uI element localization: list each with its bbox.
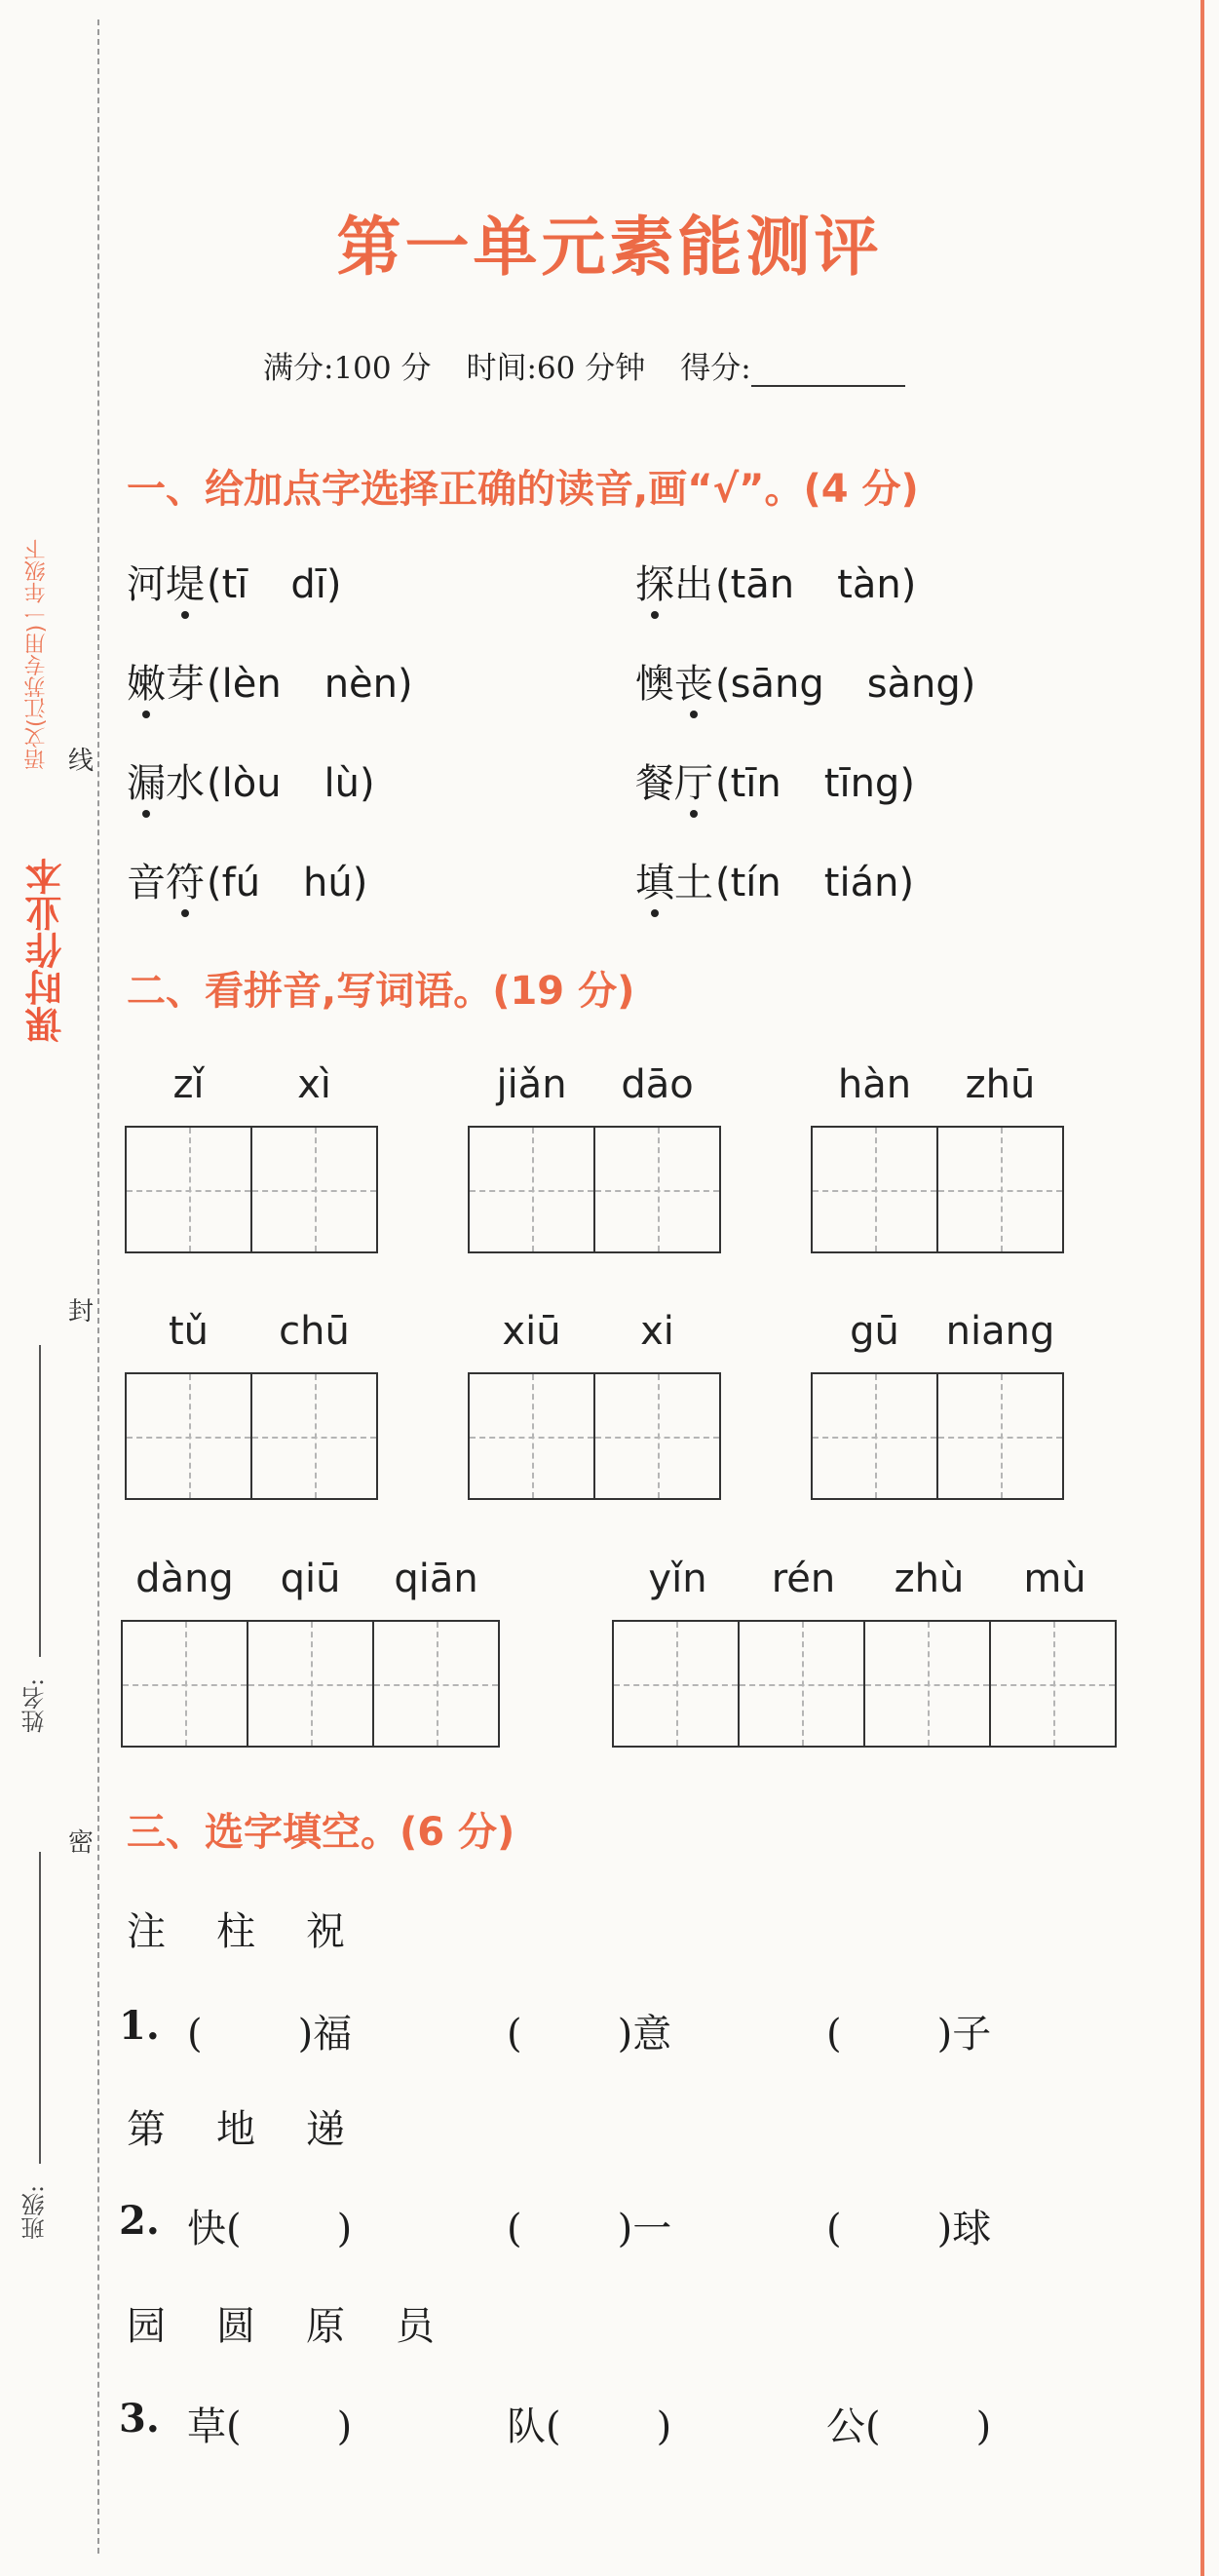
- writing-grid[interactable]: [121, 1620, 500, 1748]
- pinyin-label: zhù: [894, 1557, 965, 1601]
- fill-post: ): [975, 2404, 992, 2449]
- binding-mark-secret: 密: [68, 1828, 95, 1858]
- pinyin-label: dàng: [135, 1557, 234, 1601]
- writing-cell[interactable]: [250, 1372, 378, 1500]
- fill-item[interactable]: [187, 2003, 352, 2058]
- fill-number: [119, 2198, 160, 2244]
- q1-item: [127, 653, 413, 709]
- dotted-char-text: 探: [635, 562, 674, 607]
- char-choices: [127, 1901, 396, 1956]
- char-choice: 祝: [306, 1909, 345, 1954]
- fill-pre: 快(: [187, 2207, 242, 2251]
- q1-char: 水: [166, 761, 205, 806]
- writing-grid[interactable]: [612, 1620, 1117, 1748]
- book-brand: 课时作业本: [25, 858, 68, 1043]
- fill-item[interactable]: [826, 2396, 991, 2451]
- pinyin-options: (lòu lù): [207, 761, 375, 806]
- q1-char: 河: [127, 562, 166, 607]
- writing-cell[interactable]: [250, 1126, 378, 1253]
- pinyin-option-2[interactable]: nèn: [324, 662, 398, 707]
- writing-grid[interactable]: [468, 1126, 721, 1253]
- binding-mark-line: 线: [68, 747, 95, 776]
- fill-post: )球: [936, 2207, 992, 2251]
- dotted-char-text: 堤: [166, 562, 205, 607]
- pinyin-option-1[interactable]: tín: [730, 861, 781, 905]
- writing-cell[interactable]: [936, 1372, 1064, 1500]
- full-score: 满分:100 分: [263, 351, 432, 386]
- fill-post: )意: [617, 2012, 672, 2057]
- fill-pre: 队(: [507, 2404, 561, 2449]
- emphasis-dot: [690, 810, 698, 818]
- pinyin-option-1[interactable]: tīn: [730, 761, 781, 806]
- pinyin-option-1[interactable]: lòu: [221, 761, 282, 806]
- fill-pre: (: [826, 2012, 842, 2057]
- dotted-char: [635, 852, 674, 907]
- writing-cell[interactable]: [125, 1126, 252, 1253]
- fill-post: ): [336, 2207, 353, 2251]
- pinyin-options: (sāng sàng): [715, 662, 976, 707]
- fill-item[interactable]: [826, 2003, 991, 2058]
- q1-char: 音: [127, 861, 166, 905]
- writing-cell[interactable]: [468, 1126, 595, 1253]
- writing-cell[interactable]: [593, 1126, 721, 1253]
- dotted-char: [674, 653, 713, 709]
- q1-item: [635, 852, 914, 907]
- pinyin-option-1[interactable]: lèn: [221, 662, 282, 707]
- fill-pre: (: [507, 2207, 522, 2251]
- dotted-char: [674, 752, 713, 808]
- pinyin-options: (tān tàn): [715, 562, 917, 607]
- char-choice: 员: [396, 2304, 435, 2349]
- q1-char: 懊: [635, 662, 674, 707]
- question-number: 1.: [119, 2003, 160, 2049]
- fill-pre: (: [826, 2207, 842, 2251]
- writing-cell[interactable]: [125, 1372, 252, 1500]
- book-subtitle: 语文(江苏专用)一年级下: [24, 538, 49, 770]
- time-limit: 时间:60 分钟: [466, 351, 646, 386]
- pinyin-label: mù: [1023, 1557, 1086, 1601]
- char-choices: [127, 2295, 485, 2351]
- score-info: [263, 343, 905, 387]
- writing-cell[interactable]: [247, 1620, 374, 1748]
- question-number: 3.: [119, 2396, 160, 2441]
- q1-item: [635, 653, 975, 709]
- q1-char: 芽: [166, 662, 205, 707]
- pinyin-options: (tīn tīng): [715, 761, 915, 806]
- pinyin-options: (fú hú): [207, 861, 368, 905]
- emphasis-dot: [142, 711, 150, 718]
- page-title: 第一单元素能测评: [336, 209, 883, 285]
- score-blank: [751, 358, 905, 387]
- question-number: 2.: [119, 2198, 160, 2244]
- dotted-char-text: 填: [635, 861, 674, 905]
- pinyin-options: (tín tián): [715, 861, 915, 905]
- fill-item[interactable]: [187, 2396, 352, 2451]
- writing-grid[interactable]: [811, 1372, 1064, 1500]
- q1-item: [127, 752, 375, 808]
- writing-cell[interactable]: [738, 1620, 865, 1748]
- pinyin-label: chū: [279, 1309, 350, 1354]
- dotted-char-text: 嫩: [127, 662, 166, 707]
- fill-item[interactable]: [507, 2003, 671, 2058]
- fill-item[interactable]: [507, 2396, 671, 2451]
- class-label: 班级:: [21, 2184, 49, 2241]
- class-line: [39, 1852, 41, 2164]
- pinyin-label: xiū: [502, 1309, 561, 1354]
- pinyin-options: (tī dī): [207, 562, 342, 607]
- pinyin-label: zǐ: [172, 1062, 205, 1107]
- q1-char: 餐: [635, 761, 674, 806]
- char-choice: 柱: [216, 1909, 255, 1954]
- pinyin-options: (lèn nèn): [207, 662, 413, 707]
- char-choice: 圆: [216, 2304, 255, 2349]
- emphasis-dot: [651, 611, 659, 619]
- char-choice: 原: [306, 2304, 345, 2349]
- fill-post: )福: [297, 2012, 353, 2057]
- fill-post: ): [336, 2404, 353, 2449]
- emphasis-dot: [181, 909, 189, 917]
- dotted-char: [127, 653, 166, 709]
- writing-cell[interactable]: [612, 1620, 740, 1748]
- pinyin-label: zhū: [965, 1062, 1036, 1107]
- binding-dashed-line: [97, 19, 99, 2554]
- emphasis-dot: [142, 810, 150, 818]
- char-choice: 园: [127, 2304, 166, 2349]
- char-choice: 递: [306, 2107, 345, 2152]
- emphasis-dot: [181, 611, 189, 619]
- pinyin-option-2[interactable]: lù: [324, 761, 361, 806]
- pinyin-label: qiān: [394, 1557, 478, 1601]
- pinyin-option-1[interactable]: fú: [221, 861, 261, 905]
- fill-post: ): [656, 2404, 672, 2449]
- pinyin-option-1[interactable]: sāng: [730, 662, 824, 707]
- pinyin-label: rén: [771, 1557, 836, 1601]
- pinyin-option-2[interactable]: sàng: [866, 662, 961, 707]
- pinyin-option-2[interactable]: tīng: [823, 761, 900, 806]
- char-choice: 注: [127, 1909, 166, 1954]
- writing-grid[interactable]: [125, 1372, 378, 1500]
- right-border-rule: [1200, 0, 1204, 2576]
- dotted-char-text: 符: [166, 861, 205, 905]
- q1-item: [635, 554, 916, 609]
- pinyin-label: dāo: [621, 1062, 694, 1107]
- pinyin-label: gū: [850, 1309, 899, 1354]
- writing-cell[interactable]: [811, 1126, 938, 1253]
- writing-cell[interactable]: [593, 1372, 721, 1500]
- writing-cell[interactable]: [121, 1620, 248, 1748]
- fill-item[interactable]: [507, 2198, 671, 2253]
- name-line: [39, 1345, 41, 1657]
- dotted-char-text: 漏: [127, 761, 166, 806]
- pinyin-option-2[interactable]: hú: [303, 861, 353, 905]
- fill-item[interactable]: [826, 2198, 991, 2253]
- section2-heading: 二、看拼音,写词语。(19 分): [127, 969, 635, 1014]
- q1-char: 土: [674, 861, 713, 905]
- dotted-char: [166, 852, 205, 907]
- writing-cell[interactable]: [863, 1620, 991, 1748]
- pinyin-label: xi: [640, 1309, 674, 1354]
- pinyin-option-2[interactable]: tàn: [837, 562, 901, 607]
- fill-pre: (: [187, 2012, 203, 2057]
- fill-number: [119, 2003, 160, 2049]
- q1-item: [635, 752, 915, 808]
- writing-grid[interactable]: [811, 1126, 1064, 1253]
- pinyin-label: jiǎn: [496, 1062, 567, 1107]
- section1-heading: 一、给加点字选择正确的读音,画“√”。(4 分): [127, 467, 919, 512]
- writing-cell[interactable]: [468, 1372, 595, 1500]
- pinyin-label: tǔ: [168, 1309, 210, 1354]
- char-choices: [127, 2098, 396, 2154]
- emphasis-dot: [651, 909, 659, 917]
- writing-cell[interactable]: [989, 1620, 1117, 1748]
- pinyin-option-1[interactable]: tān: [730, 562, 795, 607]
- writing-cell[interactable]: [372, 1620, 500, 1748]
- dotted-char-text: 厅: [674, 761, 713, 806]
- fill-post: )一: [617, 2207, 672, 2251]
- dotted-char: [166, 554, 205, 609]
- pinyin-label: yǐn: [648, 1557, 707, 1601]
- writing-grid[interactable]: [125, 1126, 378, 1253]
- q1-char: 出: [674, 562, 713, 607]
- pinyin-option-2[interactable]: dī: [290, 562, 326, 607]
- pinyin-label: xì: [297, 1062, 331, 1107]
- dotted-char: [635, 554, 674, 609]
- pinyin-option-1[interactable]: tī: [221, 562, 248, 607]
- fill-post: )子: [936, 2012, 992, 2057]
- score-label: 得分:: [680, 351, 751, 386]
- fill-pre: 草(: [187, 2404, 242, 2449]
- dotted-char-text: 丧: [674, 662, 713, 707]
- fill-number: [119, 2396, 160, 2441]
- pinyin-label: qiū: [280, 1557, 341, 1601]
- writing-cell[interactable]: [936, 1126, 1064, 1253]
- fill-pre: 公(: [826, 2404, 881, 2449]
- name-label: 姓名:: [21, 1677, 49, 1734]
- q1-item: [127, 554, 342, 609]
- binding-mark-seal: 封: [68, 1297, 95, 1326]
- char-choice: 地: [216, 2107, 255, 2152]
- writing-cell[interactable]: [811, 1372, 938, 1500]
- pinyin-label: niang: [945, 1309, 1055, 1354]
- fill-pre: (: [507, 2012, 522, 2057]
- pinyin-label: hàn: [837, 1062, 912, 1107]
- writing-grid[interactable]: [468, 1372, 721, 1500]
- fill-item[interactable]: [187, 2198, 352, 2253]
- q1-item: [127, 852, 367, 907]
- char-choice: 第: [127, 2107, 166, 2152]
- emphasis-dot: [690, 711, 698, 718]
- section3-heading: 三、选字填空。(6 分): [127, 1810, 515, 1855]
- pinyin-option-2[interactable]: tián: [823, 861, 899, 905]
- dotted-char: [127, 752, 166, 808]
